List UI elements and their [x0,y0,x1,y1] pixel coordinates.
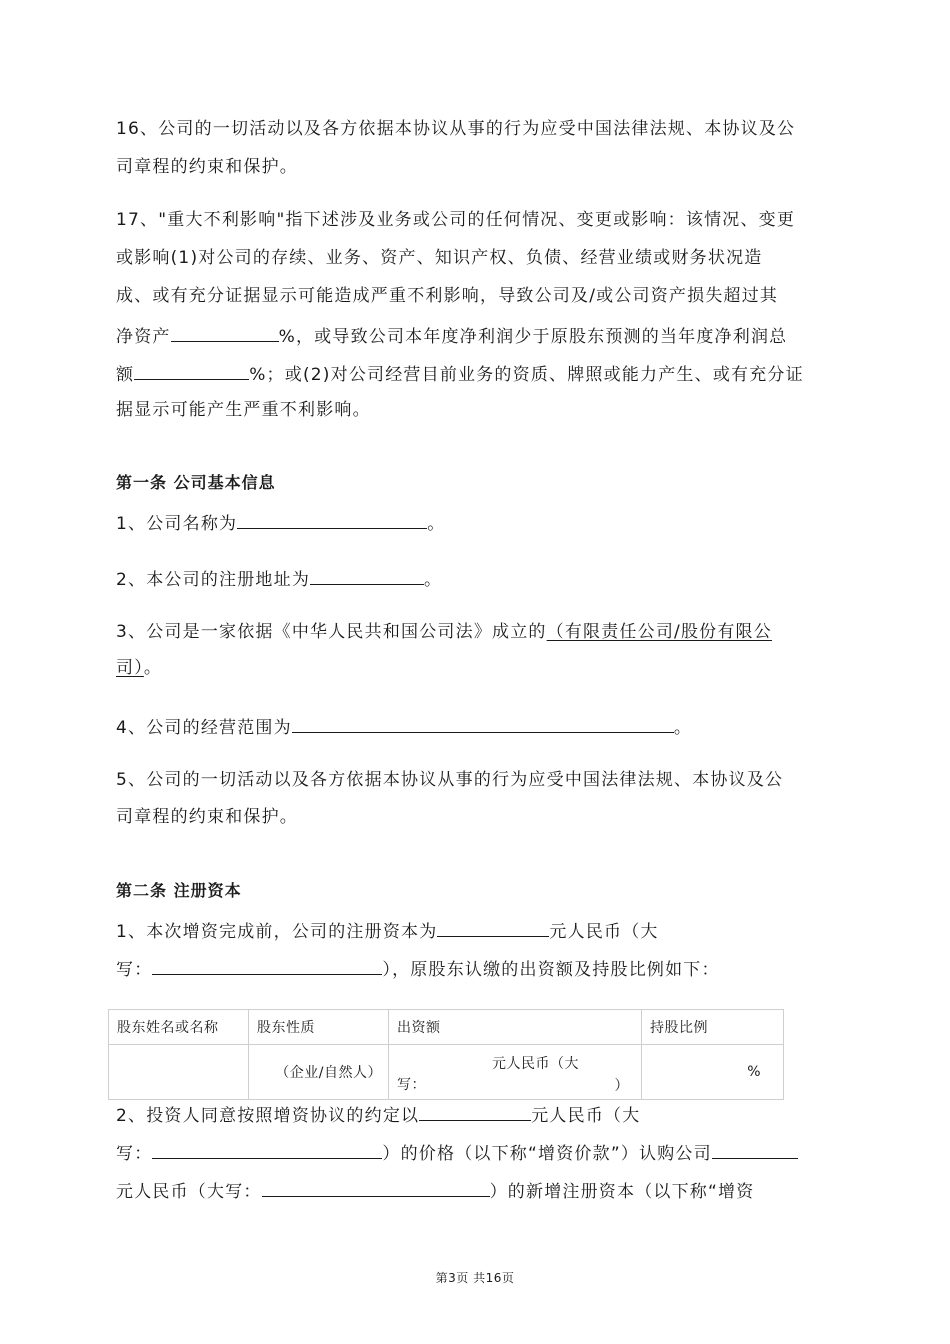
amount-rmb-text: 元人民币（大 [492,1056,579,1072]
period: 。 [673,718,693,738]
article-1-item-3-line-2 [116,656,162,680]
article-1-item-1 [116,509,445,536]
clause-17-line-2: 或影响(1)对公司的存续、业务、资产、知识产权、负债、经营业绩或财务状况造 [116,248,763,268]
registered-capital-label: 1、本次增资完成前，公司的注册资本为 [116,922,438,942]
clause-17-line-5 [116,360,804,387]
table-header-row [109,1010,784,1045]
col-ratio: 持股比例 [642,1010,784,1045]
table-row [109,1045,784,1100]
article-2-item-2-line-2 [116,1139,798,1166]
article-1-item-3-line-1 [116,620,772,644]
article-2-item-1-line-1 [116,917,659,944]
clause-17-line-1: 17、"重大不利影响"指下述涉及业务或公司的任何情况、变更或影响：该情况、变更 [116,210,796,230]
net-profit-text: %；或(2)对公司经营目前业务的资质、牌照或能力产生、或有充分证 [249,365,804,385]
investment-label: 2、投资人同意按照增资协议的约定以 [116,1106,420,1126]
clause-16-line-2: 司章程的约束和保护。 [116,157,298,177]
net-assets-text: %，或导致公司本年度净利润少于原股东预测的当年度净利润总 [278,327,788,347]
company-type-options[interactable]: （有限责任公司/股份有限公 [546,622,772,642]
price-text: ）的价格（以下称“增资价款”）认购公司 [382,1144,712,1164]
net-profit-percent-blank[interactable] [134,360,249,380]
clause-16-line-1: 16、公司的一切活动以及各方依据本协议从事的行为应受中国法律法规、本协议及公 [116,119,796,139]
new-capital-words-blank[interactable] [262,1177,490,1197]
registered-address-label: 2、本公司的注册地址为 [116,570,311,590]
article-1-item-2 [116,565,442,592]
investment-words-blank[interactable] [152,1139,382,1159]
clause-17-line-4 [116,322,787,349]
investment-words-label: 写： [116,1144,153,1164]
article-1-item-4 [116,713,692,740]
net-assets-percent-blank[interactable] [171,322,279,342]
cell-ratio[interactable]: % [642,1045,784,1100]
investment-amount-blank[interactable] [419,1101,531,1121]
rmb-capital-label: 元人民币（大 [549,922,659,942]
article-1-item-5-line-2: 司章程的约束和保护。 [116,807,298,827]
shareholder-intro-text: ），原股东认缴的出资额及持股比例如下： [382,960,720,980]
period: 。 [427,514,446,534]
company-name-label: 1、公司名称为 [116,514,238,534]
col-shareholder-nature: 股东性质 [249,1010,389,1045]
rmb-investment-label: 元人民币（大 [531,1106,641,1126]
net-profit-label: 额 [116,365,135,385]
registered-capital-blank[interactable] [437,917,549,937]
capital-words-blank[interactable] [152,955,382,975]
clause-17-line-3: 成、或有充分证据显示可能造成严重不利影响，导致公司及/或公司资产损失超过其 [116,286,779,306]
article-1-item-5-line-1: 5、公司的一切活动以及各方依据本协议从事的行为应受中国法律法规、本协议及公 [116,770,784,790]
new-capital-words-label: 元人民币（大写： [116,1182,262,1202]
page-footer: 第3页 共16页 [435,1271,515,1285]
company-type-label: 3、公司是一家依据《中华人民共和国公司法》成立的 [116,622,547,642]
article-2-item-2-line-3 [116,1177,754,1204]
shareholder-table [108,1009,784,1100]
amount-close-paren: ） [614,1078,629,1094]
business-scope-blank[interactable] [292,713,674,733]
period: 。 [143,658,163,678]
cell-nature[interactable]: （企业/自然人） [249,1045,389,1100]
registered-address-blank[interactable] [310,565,424,585]
article-2-heading: 第二条 注册资本 [116,881,242,900]
article-1-heading: 第一条 公司基本信息 [116,473,276,492]
col-shareholder-name: 股东姓名或名称 [109,1010,249,1045]
company-name-blank[interactable] [237,509,427,529]
company-type-options-cont[interactable]: 司） [116,658,144,678]
business-scope-label: 4、公司的经营范围为 [116,718,292,738]
cell-contribution[interactable] [389,1045,642,1100]
col-contribution: 出资额 [389,1010,642,1045]
clause-17-line-6: 据显示可能产生严重不利影响。 [116,400,371,420]
new-capital-text: ）的新增注册资本（以下称“增资 [489,1182,755,1202]
article-2-item-2-line-1 [116,1101,640,1128]
amount-words-text: 写： [397,1077,426,1093]
article-2-item-1-line-2 [116,955,720,982]
cell-shareholder-name[interactable] [109,1045,249,1100]
net-assets-label: 净资产 [116,327,171,347]
period: 。 [424,570,443,590]
subscribed-capital-blank[interactable] [712,1139,798,1159]
capital-words-label: 写： [116,960,153,980]
